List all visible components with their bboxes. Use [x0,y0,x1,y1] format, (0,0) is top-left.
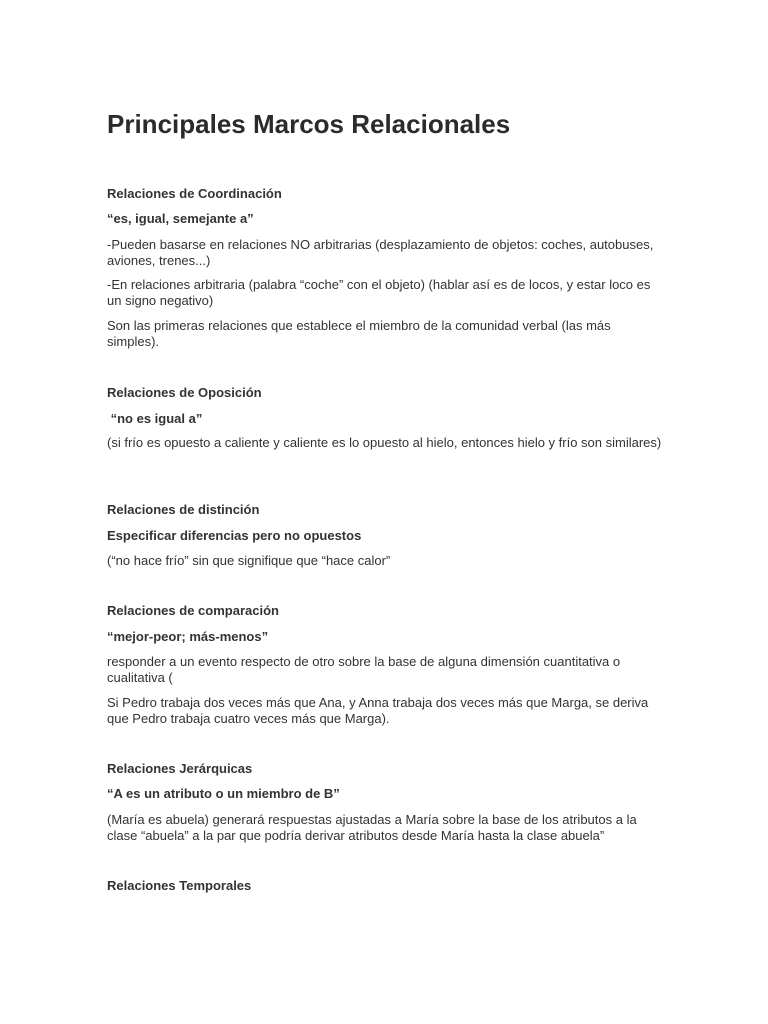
section-heading-coordinacion: Relaciones de Coordinación [107,186,282,201]
paragraph: (María es abuela) generará respuestas ajustadas a María sobre la base de los atributos a la clase “abuela” a la par que podría derivar atributos desde María hasta la clase abuela” [107,812,637,843]
section-subheading-distincion: Especificar diferencias pero no opuestos [107,528,362,543]
section-subheading-comparacion: “mejor-peor; más-menos” [107,629,269,644]
paragraph: -Pueden basarse en relaciones NO arbitrarias (desplazamiento de objetos: coches, autobuses, aviones, trenes...) [107,237,654,268]
paragraph: (“no hace frío” sin que signifique que “hace calor” [107,553,391,568]
section-heading-jerarquicas: Relaciones Jerárquicas [107,761,253,776]
section-subheading-coordinacion: “es, igual, semejante a” [107,211,254,226]
paragraph: responder a un evento respecto de otro sobre la base de alguna dimensión cuantitativa o cualitativa ( [107,654,621,685]
document-title: Principales Marcos Relacionales [107,109,511,139]
section-heading-temporales: Relaciones Temporales [107,878,252,893]
section-subheading-oposicion: “no es igual a” [107,411,203,426]
section-subheading-jerarquicas: “A es un atributo o un miembro de B” [107,786,340,801]
section-heading-oposicion: Relaciones de Oposición [107,385,262,400]
paragraph: -En relaciones arbitraria (palabra “coche” con el objeto) (hablar así es de locos, y estar loco es un signo negativo) [107,277,651,308]
section-heading-comparacion: Relaciones de comparación [107,603,279,618]
section-heading-distincion: Relaciones de distinción [107,502,260,517]
paragraph: (si frío es opuesto a caliente y caliente es lo opuesto al hielo, entonces hielo y frío son similares) [107,435,662,450]
paragraph: Son las primeras relaciones que establece el miembro de la comunidad verbal (las más simples). [107,318,611,349]
paragraph: Si Pedro trabaja dos veces más que Ana, y Anna trabaja dos veces más que Marga, se deriva que Pedro trabaja cuatro veces más que Marga). [107,695,649,726]
